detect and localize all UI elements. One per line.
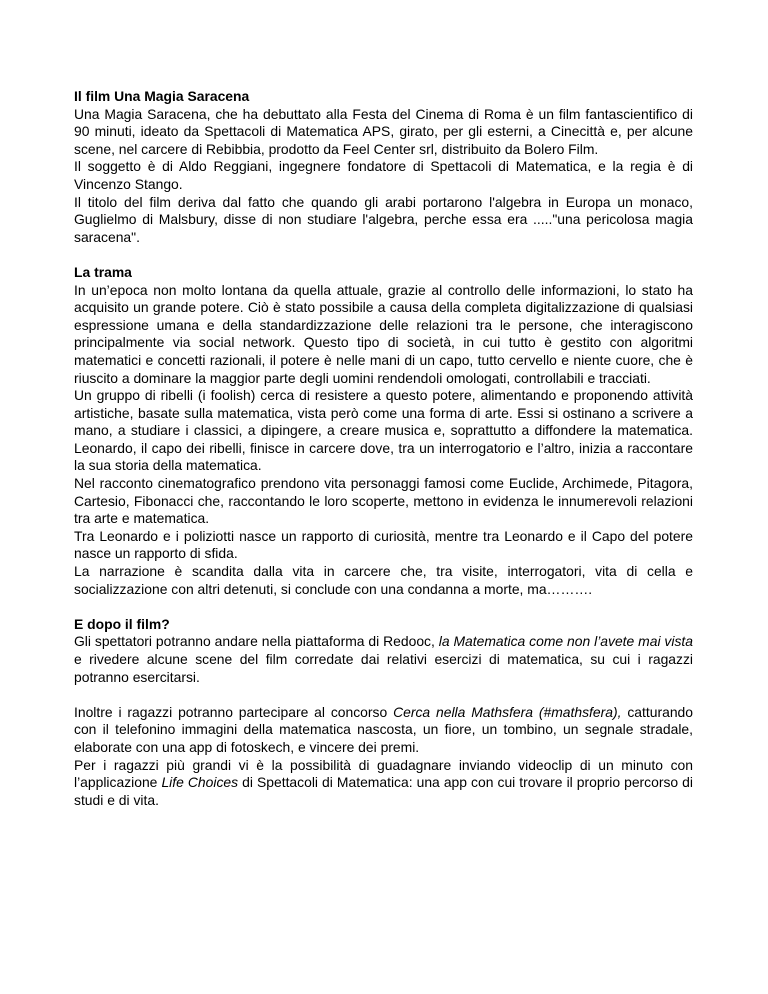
app-name: Life Choices [161,774,239,791]
section-heading-film: Il film Una Magia Saracena [74,88,250,104]
section-film [74,88,693,246]
trama-paragraph-3: Nel racconto cinematografico prendono vita personaggi famosi come Euclide, Archimede, Pitagora, Cartesio, Fibonacci che, raccontando le loro scoperte, mettono in evidenza le innumerevoli relazioni tra arte e matematica. [74,475,693,527]
dopo-p1-text-a: Gli spettatori potranno andare nella piattaforma di Redooc, [74,633,439,650]
film-paragraph-3: Il titolo del film deriva dal fatto che quando gli arabi portarono l'algebra in Europa un monaco, Guglielmo di Malsbury, disse di non studiare l'algebra, perche essa era ....."una pericolosa magia saracena". [74,193,693,245]
film-paragraph-1: Una Magia Saracena, che ha debuttato alla Festa del Cinema di Roma è un film fantascientifico di 90 minuti, ideato da Spettacoli di Matematica APS, girato, per gli esterni, a Cinecittà e, per alcune scene, nel carcere di Rebibbia, prodotto da Feel Center srl, distribuito da Bolero Film. [74,105,693,157]
trama-paragraph-2: Un gruppo di ribelli (i foolish) cerca di resistere a questo potere, alimentando e proponendo attività artistiche, basate sulla matematica, vista però come una forma di arte. Essi si ostinano a scrivere a mano, a studiare i classici, a dipingere, a creare musica e, soprattutto a diffondere la matematica. Leonardo, il capo dei ribelli, finisce in carcere dove, tra un interrogatorio e l’altro, inizia a raccontare la sua storia della matematica. [74,387,693,474]
section-dopo [74,616,693,686]
extras-paragraph-2 [74,757,693,810]
extras-paragraph-1 [74,704,693,757]
trama-paragraph-4: Tra Leonardo e i poliziotti nasce un rapporto di curiosità, mentre tra Leonardo e il Capo del potere nasce un rapporto di sfida. [74,527,693,562]
section-extras [74,704,693,810]
extras-p1-text-b: catturando con il telefonino immagini della matematica nascosta, un fiore, un tombino, un segnale stradale, elaborate con una app di fotoskech, e vincere dei premi. [74,703,693,755]
extras-p2-text-b: di Spettacoli di Matematica: una app con cui trovare il proprio percorso di studi e di vita. [74,774,693,808]
redooc-tagline: la Matematica come non l’avete mai vista [438,633,693,650]
extras-p1-text-a: Inoltre i ragazzi potranno partecipare al concorso [74,703,394,720]
dopo-paragraph-1 [74,633,693,686]
trama-paragraph-1: In un’epoca non molto lontana da quella attuale, grazie al controllo delle informazioni, lo stato ha acquisito un grande potere. Ciò è stato possibile a causa della completa digitalizzazione di qualsiasi espressione umana e della standardizzazione delle relazioni tra le persone, che interagiscono principalmente via social network. Questo tipo di società, in cui tutto è gestito con algoritmi matematici e concetti razionali, il potere è nelle mani di un capo, tutto cervello e niente cuore, che è riuscito a dominare la maggior parte degli uomini rendendoli omologati, controllabili e tracciati. [74,281,693,386]
film-paragraph-2: Il soggetto è di Aldo Reggiani, ingegnere fondatore di Spettacoli di Matematica, e la regia è di Vincenzo Stango. [74,158,693,192]
section-trama [74,264,693,598]
trama-paragraph-5: La narrazione è scandita dalla vita in carcere che, tra visite, interrogatori, vita di cella e socializzazione con altri detenuti, si conclude con una condanna a morte, ma………. [74,563,693,597]
section-heading-dopo: E dopo il film? [74,615,170,632]
contest-name: Cerca nella Mathsfera (#mathsfera), [393,703,622,720]
extras-p2-text-a: Per i ragazzi più grandi vi è la possibilità di guadagnare inviando videoclip di un minuto con l’applicazione [74,756,693,791]
document-page [74,88,693,809]
dopo-p1-text-b: e rivedere alcune scene del film corredate dai relativi esercizi di matematica, su cui i ragazzi potranno esercitarsi. [74,651,693,685]
section-heading-trama: La trama [74,263,132,280]
